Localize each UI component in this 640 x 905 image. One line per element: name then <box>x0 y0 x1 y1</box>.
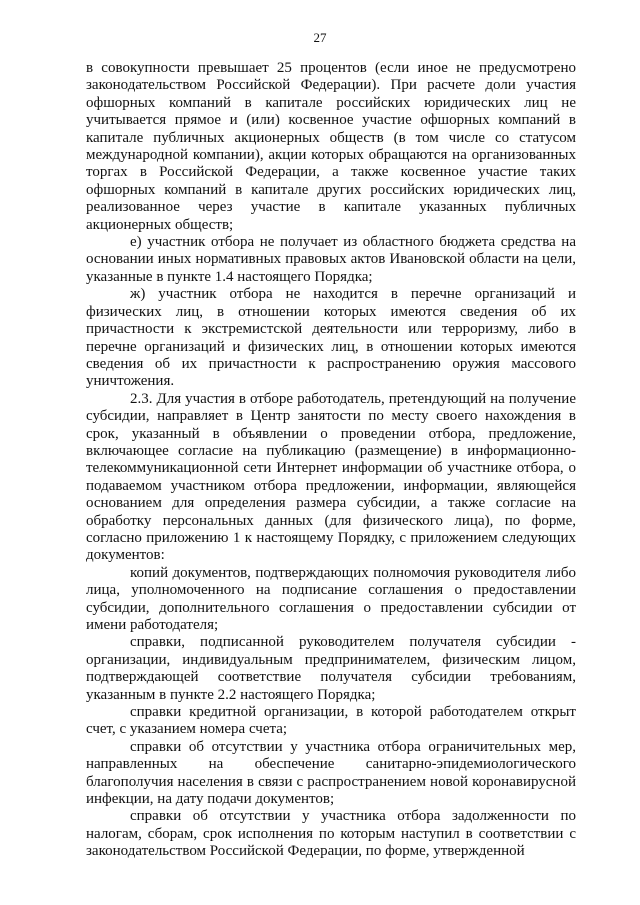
page-number: 27 <box>313 30 327 45</box>
paragraph-4: 2.3. Для участия в отборе работодатель, претендующий на получение субсидии, направляет в Центр занятости по месту своего нахождения в срок, указанный в объявлении о проведении отбора, предложение, включающее согласие на публикацию (размещение) в информационно-телекоммуникационной сети Интернет информации об участнике отбора, о подаваемом участником отбора предложении, информации, являющейся основанием для определения размера субсидии, а также согласие на обработку персональных данных (для физического лица), по форме, согласно приложению 1 к настоящему Порядку, с приложением следующих документов: <box>86 390 576 564</box>
document-body <box>86 60 576 861</box>
paragraph-1: в совокупности превышает 25 процентов (если иное не предусмотрено законодательством Российской Федерации). При расчете доли участия офшорных компаний в капитале российских юридических лиц не учитывается прямое и (или) косвенное участие офшорных компаний в капитале публичных акционерных обществ (в том числе со статусом международной компании), акции которых обращаются на организованных торгах в Российской Федерации, а также косвенное участие таких офшорных компаний в капитале других российских юридических лиц, реализованное через участие в капитале указанных публичных акционерных обществ; <box>86 60 576 233</box>
paragraph-5: копий документов, подтверждающих полномочия руководителя либо лица, уполномоченного на подписание соглашения о предоставлении субсидии, дополнительного соглашения о предоставлении субсидии от имени работодателя; <box>86 564 576 633</box>
paragraph-7: справки кредитной организации, в которой работодателем открыт счет, с указанием номера счета; <box>86 704 576 738</box>
paragraph-3: ж) участник отбора не находится в перечне организаций и физических лиц, в отношении которых имеются сведения об их причастности к экстремистской деятельности или терроризму, либо в перечне организаций и физических лиц, в отношении которых имеются сведения об их причастности к распространению оружия массового уничтожения. <box>86 286 576 390</box>
paragraph-2: е) участник отбора не получает из областного бюджета средства на основании иных нормативных правовых актов Ивановской области на цели, указанные в пункте 1.4 настоящего Порядка; <box>86 234 576 285</box>
paragraph-9: справки об отсутствии у участника отбора задолженности по налогам, сборам, срок исполнения по которым наступил в соответствии с законодательством Российской Федерации, по форме, утвержденной <box>86 808 576 860</box>
paragraph-8: справки об отсутствии у участника отбора ограничительных мер, направленных на обеспечение санитарно-эпидемиологического благополучия населения в связи с распространением новой коронавирусной инфекции, на дату подачи документов; <box>86 738 576 808</box>
paragraph-6: справки, подписанной руководителем получателя субсидии - организации, индивидуальным предпринимателем, физическим лицом, подтверждающей соответствие получателя субсидии требованиям, указанным в пункте 2.2 настоящего Порядка; <box>86 634 576 703</box>
